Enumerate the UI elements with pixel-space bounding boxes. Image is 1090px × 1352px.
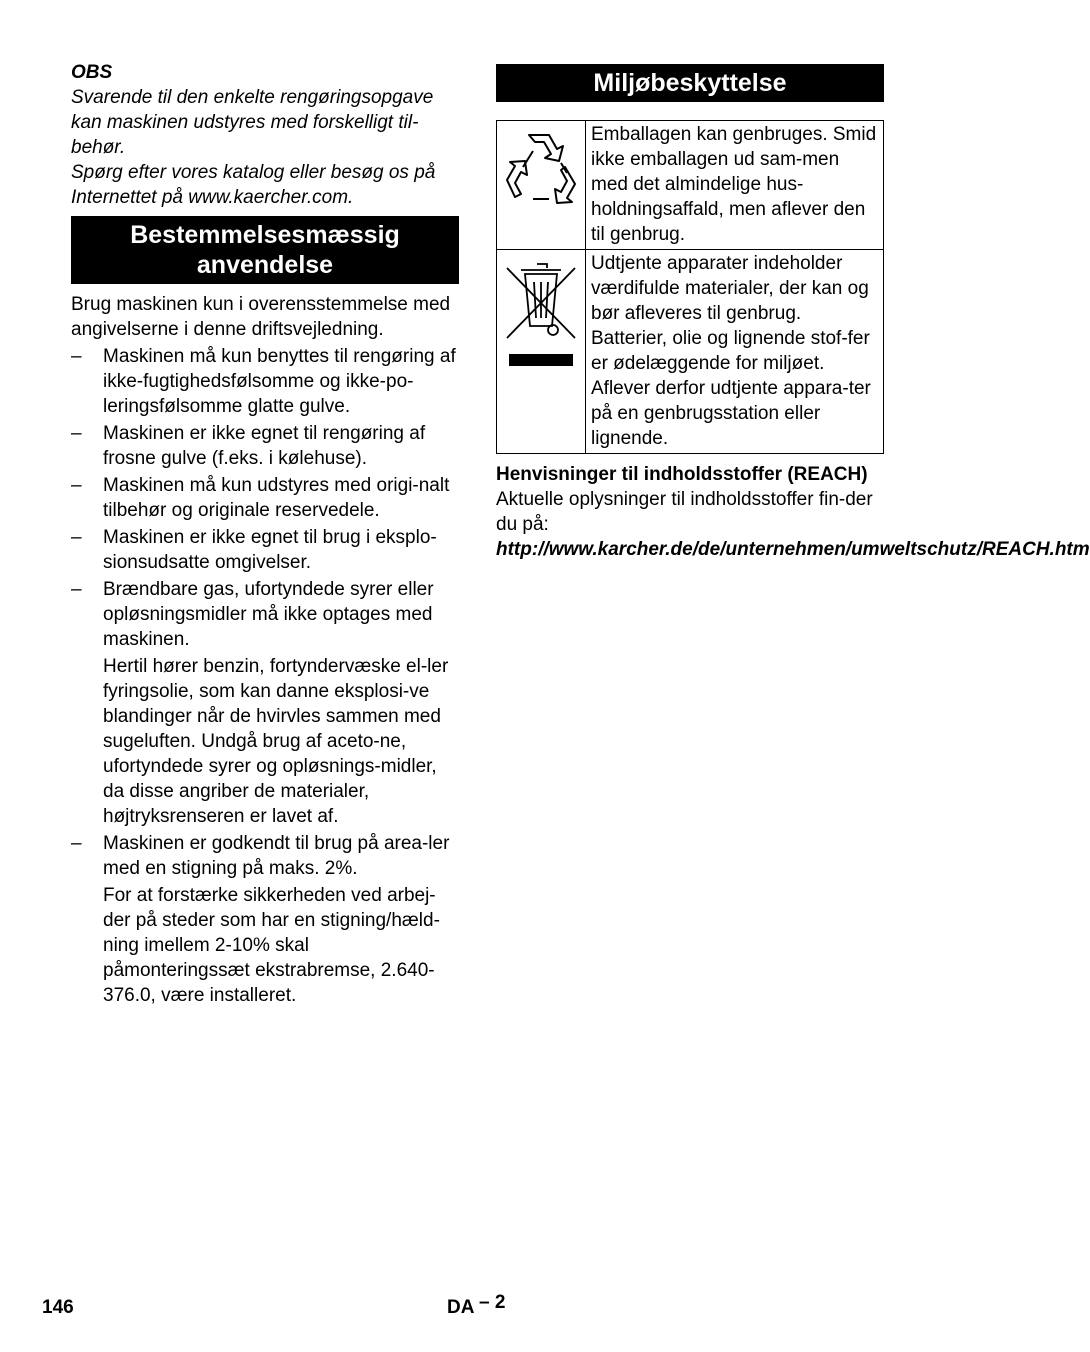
obs-text-2: Spørg efter vores katalog eller besøg os på Internettet på www.kaercher.com. <box>71 162 436 208</box>
section-heading-environment: Miljøbeskyttelse <box>496 64 884 102</box>
obs-text-1: Svarende til den enkelte rengøringsopgave kan maskinen udstyres med forskelligt til-behør. <box>71 87 434 158</box>
list-item <box>71 525 459 575</box>
list-item <box>71 344 459 419</box>
environment-table <box>496 120 884 454</box>
list-item <box>71 831 459 1008</box>
page-number: 146 <box>42 1297 74 1318</box>
list-item-text: Maskinen er ikke egnet til rengøring af frosne gulve (f.eks. i kølehuse). <box>103 423 426 469</box>
recycle-text-cell: Emballagen kan genbruges. Smid ikke emballagen ud sam-men med det almindelige hus-holdningsaffald, men aflever den til genbrug. <box>586 121 884 250</box>
obs-label: OBS <box>71 62 113 83</box>
reach-link[interactable]: http://www.karcher.de/de/unternehmen/umweltschutz/REACH.htm <box>496 539 1090 560</box>
list-item <box>71 577 459 829</box>
list-item <box>71 421 459 471</box>
table-row <box>497 121 884 250</box>
right-column <box>496 60 1090 562</box>
crossed-bin-icon <box>503 258 579 366</box>
list-item-text: Maskinen må kun udstyres med origi-nalt tilbehør og originale reservedele. <box>103 475 450 521</box>
footer-section <box>447 1292 506 1319</box>
icon-cell <box>497 121 586 250</box>
dash-marker: – <box>71 346 82 367</box>
list-item-subtext: For at forstærke sikkerheden ved arbej-der på steder som har en stigning/hæld-ning imellem 2-10% skal påmonteringssæt ekstrabremse, 2.640-376.0, være installeret. <box>103 885 440 1006</box>
dash-marker: – <box>71 527 82 548</box>
recycle-icon <box>503 127 579 207</box>
reach-heading: Henvisninger til indholdsstoffer (REACH) <box>496 464 868 485</box>
intended-use-intro: Brug maskinen kun i overensstemmelse med angivelserne i denne driftsvejledning. <box>71 294 451 340</box>
section-heading-intended-use: Bestemmelsesmæssig anvendelse <box>71 216 459 284</box>
list-item-subtext: Hertil hører benzin, fortyndervæske el-ler fyringsolie, som kan danne eksplosi-ve blandinger når de hvirvles sammen med sugeluften. Undgå brug af aceto-ne, ufortyndede syrer og opløsnings-midler, da disse angriber de materialer, højtryksrenseren er lavet af. <box>103 656 449 827</box>
table-row <box>497 250 884 454</box>
list-item-text: Brændbare gas, ufortyndede syrer eller opløsningsmidler må ikke optages med maskinen. <box>103 579 434 650</box>
list-item-text: Maskinen er godkendt til brug på area-ler med en stigning på maks. 2%. <box>103 833 450 879</box>
list-item-text: Maskinen er ikke egnet til brug i eksplo-sionsudsatte omgivelser. <box>103 527 437 573</box>
list-item <box>71 473 459 523</box>
disposal-text-cell: Udtjente apparater indeholder værdifulde materialer, der kan og bør afleveres til genbrug. Batterier, olie og lignende stof-fer er ødelæggende for miljøet. Aflever derfor udtjente appara-ter på en genbrugsstation eller lignende. <box>586 250 884 454</box>
footer-section-page: – 2 <box>479 1292 506 1313</box>
left-column <box>71 60 459 1008</box>
intended-use-list <box>71 344 459 1008</box>
dash-marker: – <box>71 833 82 854</box>
list-item-text: Maskinen må kun benyttes til rengøring af ikke-fugtighedsfølsomme og ikke-po-leringsfølsomme glatte gulve. <box>103 346 456 417</box>
dash-marker: – <box>71 475 82 496</box>
dash-marker: – <box>71 423 82 444</box>
footer-lang: DA <box>447 1297 474 1318</box>
dash-marker: – <box>71 579 82 600</box>
reach-text: Aktuelle oplysninger til indholdsstoffer fin-der du på: <box>496 489 873 535</box>
icon-cell <box>497 250 586 454</box>
